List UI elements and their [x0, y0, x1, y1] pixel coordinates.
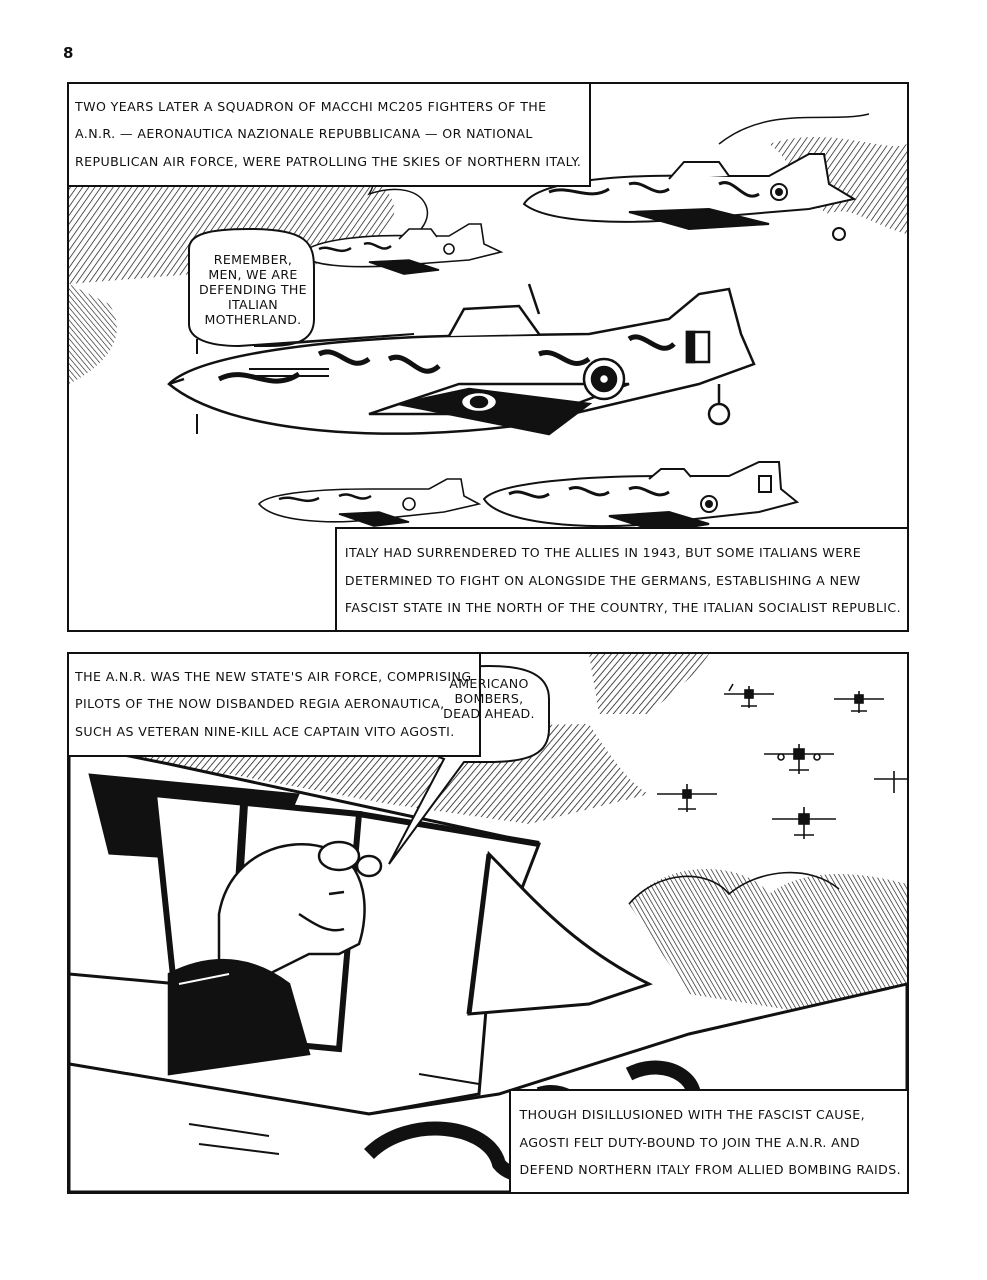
caption-box-panel2-top [67, 652, 481, 757]
comic-panel-2 [67, 652, 909, 1194]
caption-box-panel1-bottom [335, 527, 909, 632]
speech-line: MEN, WE ARE [208, 267, 298, 282]
comic-panel-1 [67, 82, 909, 632]
speech-line: DEAD AHEAD. [443, 706, 535, 721]
caption-line: AGOSTI FELT DUTY-BOUND TO JOIN THE A.N.R. AND [519, 1134, 861, 1150]
fighter-plane-bottom-left [259, 479, 479, 526]
caption-line: DEFEND NORTHERN ITALY FROM ALLIED BOMBING RAIDS. [519, 1162, 901, 1178]
speech-line: REMEMBER, [213, 252, 293, 267]
caption-line: TWO YEARS LATER A SQUADRON OF MACCHI MC205 FIGHTERS OF THE [75, 98, 547, 114]
caption-line: SUCH AS VETERAN NINE-KILL ACE CAPTAIN VITO AGOSTI. [75, 723, 455, 739]
caption-line: FASCIST STATE IN THE NORTH OF THE COUNTRY, THE ITALIAN SOCIALIST REPUBLIC. [344, 600, 901, 616]
speech-line: MOTHERLAND. [204, 312, 302, 327]
caption-line: PILOTS OF THE NOW DISBANDED REGIA AERONAUTICA, [75, 696, 445, 712]
caption-line: ITALY HAD SURRENDERED TO THE ALLIES IN 1943, BUT SOME ITALIANS WERE [344, 545, 862, 561]
speech-line: ITALIAN [228, 297, 278, 312]
caption-box-panel1-top [67, 82, 591, 187]
windscreen [469, 854, 649, 1014]
page-number: 8 [63, 44, 74, 62]
speech-bubble-2-text [435, 676, 543, 721]
caption-line: REPUBLICAN AIR FORCE, WERE PATROLLING THE SKIES OF NORTHERN ITALY. [75, 153, 582, 169]
caption-line: A.N.R. — AERONAUTICA NAZIONALE REPUBBLICANA — OR NATIONAL [75, 126, 533, 142]
fighter-plane-bottom-right [484, 462, 797, 532]
caption-box-panel2-bottom [509, 1089, 909, 1194]
speech-line: DEFENDING THE [199, 282, 307, 297]
speech-line: AMERICANO [449, 676, 529, 691]
caption-line: DETERMINED TO FIGHT ON ALONGSIDE THE GERMANS, ESTABLISHING A NEW [344, 572, 861, 588]
caption-line: THE A.N.R. WAS THE NEW STATE'S AIR FORCE, COMPRISING [75, 668, 472, 684]
bomber-formation [657, 684, 907, 839]
caption-line: THOUGH DISILLUSIONED WITH THE FASCIST CAUSE, [519, 1107, 865, 1123]
speech-bubble-1-text [197, 252, 309, 327]
speech-line: BOMBERS, [454, 691, 524, 706]
